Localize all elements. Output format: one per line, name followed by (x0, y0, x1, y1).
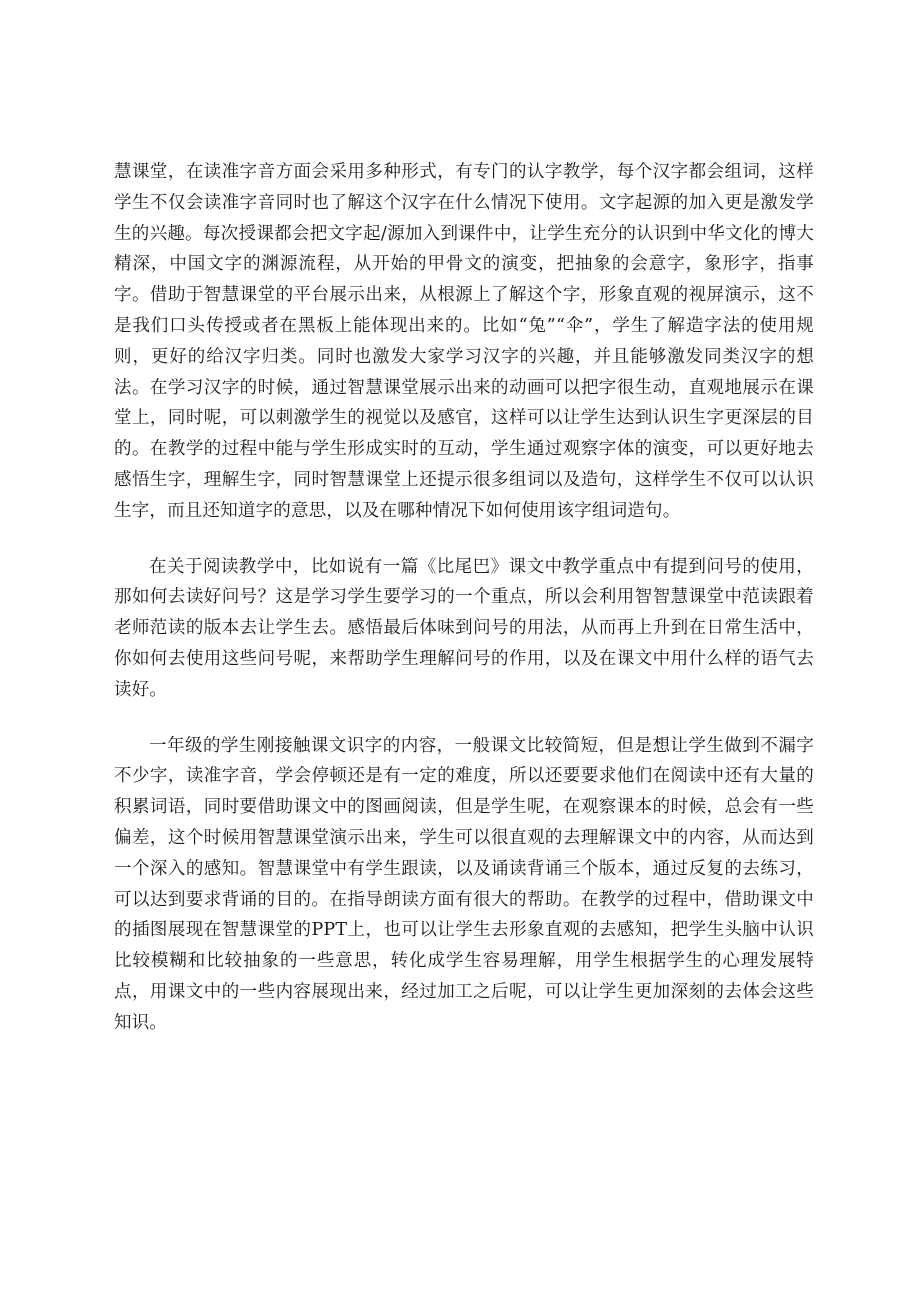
document-body (114, 157, 814, 1039)
paragraph-first-grade-reading: 一年级的学生刚接触课文识字的内容，一般课文比较简短，但是想让学生做到不漏字不少字，读准字音，学会停顿还是有一定的难度，所以还要要求他们在阅读中还有大量的积累词语，同时要借助课文中的图画阅读，但是学生呢，在观察课本的时候，总会有一些偏差，这个时候用智慧课堂演示出来，学生可以很直观的去理解课文中的内容，从而达到一个深入的感知。智慧课堂中有学生跟读，以及诵读背诵三个版本，通过反复的去练习，可以达到要求背诵的目的。在指导朗读方面有很大的帮助。在教学的过程中，借助课文中的插图展现在智慧课堂的PPT上，也可以让学生去形象直观的去感知，把学生头脑中认识比较模糊和比较抽象的一些意思，转化成学生容易理解，用学生根据学生的心理发展特点，用课文中的一些内容展现出来，经过加工之后呢，可以让学生更加深刻的去体会这些知识。 (114, 735, 814, 1033)
paragraph-reading-teaching: 在关于阅读教学中，比如说有一篇《比尾巴》课文中教学重点中有提到问号的使用，那如何去读好问号？这是学习学生要学习的一个重点，所以会利用智智慧课堂中范读跟着老师范读的版本去让学生去。感悟最后体味到问号的用法，从而再上升到在日常生活中，你如何去使用这些问号呢，来帮助学生理解问号的作用，以及在课文中用什么样的语气去读好。 (114, 556, 814, 700)
paragraph-smart-classroom-characters: 慧课堂，在读准字音方面会采用多种形式，有专门的认字教学，每个汉字都会组词，这样学生不仅会读准字音同时也了解这个汉字在什么情况下使用。文字起源的加入更是激发学生的兴趣。每次授课都会把文字起/源加入到课件中，让学生充分的认识到中华文化的博大精深，中国文字的渊源流程，从开始的甲骨文的演变，把抽象的会意字，象形字，指事字。借助于智慧课堂的平台展示出来，从根源上了解这个字，形象直观的视屏演示，这不是我们口头传授或者在黑板上能体现出来的。比如“兔”“伞”，学生了解造字法的使用规则，更好的给汉字归类。同时也激发大家学习汉字的兴趣，并且能够激发同类汉字的想法。在学习汉字的时候，通过智慧课堂展示出来的动画可以把字很生动，直观地展示在课堂上，同时呢，可以刺激学生的视觉以及感官，这样可以让学生达到认识生字更深层的目的。在教学的过程中能与学生形成实时的互动，学生通过观察字体的演变，可以更好地去感悟生字，理解生字，同时智慧课堂上还提示很多组词以及造句，这样学生不仅可以认识生字，而且还知道字的意思，以及在哪种情况下如何使用该字组词造句。 (114, 162, 814, 521)
